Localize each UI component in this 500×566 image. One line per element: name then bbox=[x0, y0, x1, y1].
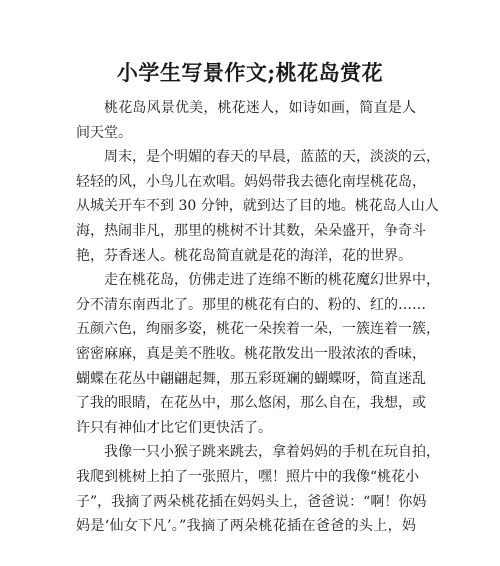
paragraph-2 bbox=[76, 145, 440, 268]
text-line: 分不清东南西北了。那里的桃花有白的、粉的、红的…… bbox=[76, 296, 426, 313]
text-line: 我爬到桃树上拍了一张照片，嘿！照片中的我像“桃花小 bbox=[76, 468, 420, 485]
text-line: 轻轻的风，小鸟儿在欢唱。妈妈带我去德化南埕桃花岛， bbox=[76, 173, 426, 190]
text-line: 了我的眼睛，在花丛中，那么悠闲，那么自在，我想，或 bbox=[76, 395, 426, 412]
text-line: 艳，芬香迷人。桃花岛简直就是花的海洋，花的世界。 bbox=[76, 247, 412, 264]
text-line: 妈是‘仙女下凡’。”我摘了两朵桃花插在爸爸的头上，妈 bbox=[76, 518, 416, 535]
paragraph-3 bbox=[76, 268, 440, 440]
essay-title: 小学生写景作文;桃花岛赏花 bbox=[116, 60, 384, 85]
text-line: 从城关开车不到 30 分钟，就到达了目的地。桃花岛人山人 bbox=[76, 198, 439, 215]
text-line: 海，热闹非凡，那里的桃树不计其数，朵朵盛开，争奇斗 bbox=[76, 222, 426, 239]
text-line: 密密麻麻，真是美不胜收。桃花散发出一股浓浓的香味， bbox=[76, 345, 426, 362]
text-line: 间天堂。 bbox=[76, 124, 132, 141]
text-line: 许只有神仙才比它们更快活了。 bbox=[76, 419, 272, 436]
text-line: 周末，是个明媚的春天的早晨，蓝蓝的天，淡淡的云， bbox=[104, 149, 440, 166]
text-line: 桃花岛风景优美，桃花迷人，如诗如画，简直是人 bbox=[104, 100, 416, 116]
text-line: 蝴蝶在花丛中翩翩起舞，那五彩斑斓的蝴蝶呀，简直迷乱 bbox=[76, 370, 426, 387]
paragraph-4 bbox=[76, 440, 440, 538]
text-line: 子”，我摘了两朵桃花插在妈妈头上，爸爸说：“啊！你妈 bbox=[76, 493, 427, 510]
paragraph-1 bbox=[76, 96, 416, 145]
essay-body bbox=[76, 96, 440, 539]
text-line: 五颜六色，绚丽多姿，桃花一朵挨着一朵，一簇连着一簇， bbox=[76, 321, 440, 338]
text-line: 我像一只小猴子跳来跳去，拿着妈妈的手机在玩自拍， bbox=[104, 444, 440, 461]
text-line: 走在桃花岛，仿佛走进了连绵不断的桃花魔幻世界中， bbox=[104, 272, 440, 289]
